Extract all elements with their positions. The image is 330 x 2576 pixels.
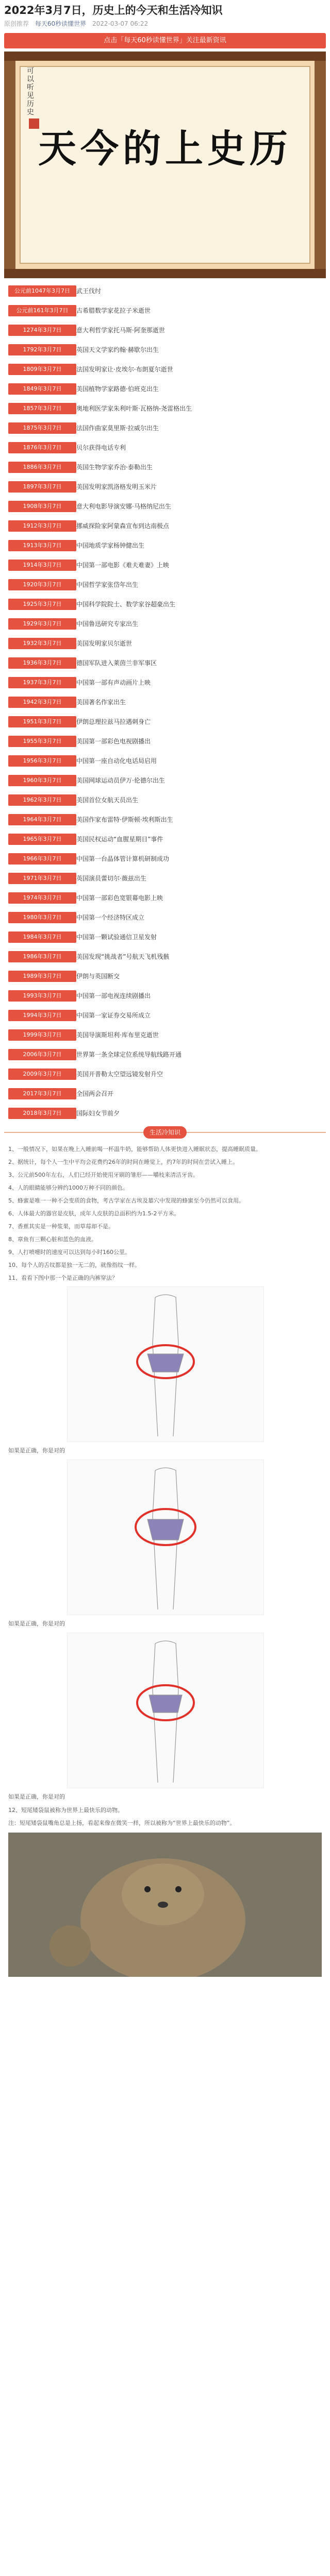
quokka-photo-drawing — [8, 1833, 322, 1977]
event-text: 美国导演斯坦利·库布里克逝世 — [76, 1031, 159, 1039]
knowledge-paragraph: 1、一般情况下，如果在晚上入睡前喝一杯温牛奶，能够帮助人体更快进入睡眠状态，提高睡眠质量。 — [8, 1146, 261, 1153]
event-text: 奥地利医学家朱利叶斯·瓦格纳-尧雷格出生 — [76, 405, 192, 412]
knowledge-paragraph: 4、人的眼睛能够分辨约1000万种不同的颜色。 — [8, 1184, 128, 1191]
event-row — [4, 673, 326, 692]
event-row — [4, 438, 326, 457]
follow-banner[interactable]: 点击「每天60秒读懂世界」关注最新资讯 — [4, 33, 326, 48]
figure-2-drawing — [68, 1460, 263, 1615]
knowledge-header — [4, 1125, 326, 1140]
event-date-tag: 1999年3月7日 — [8, 1029, 76, 1041]
knowledge-paragraph: 11、看看下图中那一个是正确的内裤穿法？ — [8, 1275, 118, 1281]
event-date-tag: 1937年3月7日 — [8, 677, 76, 688]
event-date-tag: 2006年3月7日 — [8, 1049, 76, 1060]
event-text: 美国发明家凯洛格发明玉米片 — [76, 483, 157, 490]
paragraph-12: 12、短尾矮袋鼠被称为世界上最快乐的动物。 — [8, 1807, 123, 1814]
event-date-tag: 1951年3月7日 — [8, 716, 76, 727]
event-text: 中国第一部有声动画片上映 — [76, 679, 151, 686]
scroll-left-column: 可以听见历史 — [27, 67, 34, 116]
event-text: 中国第一颗试验通信卫星发射 — [76, 934, 157, 941]
event-text: 中国第一家证券交易所成立 — [76, 1012, 151, 1019]
knowledge-paragraph: 6、人体最大的器官是皮肤，成年人皮肤的总面积约为1.5-2平方米。 — [8, 1210, 180, 1217]
publish-date: 2022-03-07 06:22 — [92, 20, 148, 27]
event-date-tag: 1956年3月7日 — [8, 755, 76, 767]
knowledge-paragraphs — [0, 1145, 330, 1282]
event-row — [4, 516, 326, 536]
event-date-tag: 1809年3月7日 — [8, 364, 76, 375]
event-text: 全国两会召开 — [76, 1090, 114, 1097]
event-row — [4, 653, 326, 673]
event-row — [4, 1025, 326, 1045]
event-row — [4, 575, 326, 595]
event-row — [4, 379, 326, 399]
event-row — [4, 1006, 326, 1025]
scroll-rod-top — [4, 52, 326, 61]
scroll-rod-bottom — [4, 269, 326, 278]
event-row — [4, 888, 326, 908]
event-text: 法国作曲家莫里斯·拉威尔出生 — [76, 425, 159, 432]
event-date-tag: 1971年3月7日 — [8, 873, 76, 884]
event-date-tag: 1993年3月7日 — [8, 990, 76, 1002]
event-text: 英国天文学家约翰·赫歇尔出生 — [76, 346, 159, 353]
event-text: 伊朗总理拉兹马拉遇刺身亡 — [76, 718, 151, 725]
event-row — [4, 732, 326, 751]
event-row — [4, 1064, 326, 1084]
event-row — [4, 360, 326, 379]
event-text: 世界第一条全球定位系统导航线路开通 — [76, 1051, 182, 1058]
event-date-tag: 1986年3月7日 — [8, 951, 76, 962]
event-date-tag: 1964年3月7日 — [8, 814, 76, 825]
event-date-tag: 1936年3月7日 — [8, 657, 76, 669]
event-date-tag: 1989年3月7日 — [8, 971, 76, 982]
event-date-tag: 1974年3月7日 — [8, 892, 76, 904]
event-date-tag: 1876年3月7日 — [8, 442, 76, 453]
article-meta — [0, 19, 330, 33]
event-text: 中国地质学家杨钟健出生 — [76, 542, 145, 549]
event-date-tag: 1965年3月7日 — [8, 834, 76, 845]
event-date-tag: 1984年3月7日 — [8, 931, 76, 943]
figure-1-drawing — [68, 1287, 263, 1442]
event-text: 武王伐纣 — [76, 287, 102, 295]
event-row — [4, 849, 326, 869]
event-date-tag: 1980年3月7日 — [8, 912, 76, 923]
event-date-tag: 1886年3月7日 — [8, 462, 76, 473]
event-text: 美国发明家贝尔逝世 — [76, 640, 133, 647]
event-row — [4, 595, 326, 614]
meta-label: 原创推荐 — [4, 20, 29, 27]
underwear-figure-3 — [67, 1633, 264, 1788]
event-row — [4, 497, 326, 516]
event-date-tag: 1913年3月7日 — [8, 540, 76, 551]
event-text: 德国军队进入莱茵兰非军事区 — [76, 659, 157, 667]
event-row — [4, 947, 326, 967]
event-row — [4, 418, 326, 438]
event-date-tag: 2018年3月7日 — [8, 1108, 76, 1119]
event-row — [4, 457, 326, 477]
event-date-tag: 2017年3月7日 — [8, 1088, 76, 1099]
event-row — [4, 967, 326, 986]
event-row — [4, 634, 326, 653]
knowledge-paragraph: 9、人打喷嚏时的速度可以达到每小时160公里。 — [8, 1249, 130, 1256]
event-date-tag: 1966年3月7日 — [8, 853, 76, 865]
underwear-figure-2 — [67, 1460, 264, 1615]
history-scroll-image — [4, 52, 326, 278]
event-date-tag: 1875年3月7日 — [8, 422, 76, 434]
event-row — [4, 340, 326, 360]
event-text: 中国第一座自动化电话局启用 — [76, 757, 157, 765]
event-row — [4, 477, 326, 497]
event-text: 中国鲁迅研究专家出生 — [76, 620, 139, 628]
event-text: 美国民权运动“血腥星期日”事件 — [76, 836, 163, 843]
knowledge-paragraph: 8、章鱼有三颗心脏和蓝色的血液。 — [8, 1236, 97, 1243]
event-text: 法国发明家让·皮埃尔·布朗夏尔逝世 — [76, 366, 173, 373]
event-date-tag: 1962年3月7日 — [8, 794, 76, 806]
event-row — [4, 986, 326, 1006]
event-row — [4, 692, 326, 712]
event-text: 美国作家布雷特·伊斯顿·埃利斯出生 — [76, 816, 173, 823]
event-text: 英国演员蕾切尔·薇兹出生 — [76, 875, 146, 882]
event-text: 中国第一部电影《难夫难妻》上映 — [76, 562, 170, 569]
event-date-tag: 1929年3月7日 — [8, 618, 76, 630]
event-date-tag: 1849年3月7日 — [8, 383, 76, 395]
event-text: 意大利电影导演安娜·马格纳尼出生 — [76, 503, 171, 510]
knowledge-paragraph: 3、公元前500年左右，人们已经开始使用牙刷的雏形——嚼枝来清洁牙齿。 — [8, 1172, 199, 1178]
event-text: 伊朗与英国断交 — [76, 973, 120, 980]
event-text: 中国哲学家张岱年出生 — [76, 581, 139, 588]
author-link[interactable]: 每天60秒读懂世界 — [35, 20, 87, 27]
event-date-tag: 1960年3月7日 — [8, 775, 76, 786]
event-date-tag: 公元前161年3月7日 — [8, 305, 76, 316]
event-date-tag: 1857年3月7日 — [8, 403, 76, 414]
event-row — [4, 1104, 326, 1123]
event-text: 中国第一部彩色宽银幕电影上映 — [76, 894, 163, 902]
event-text: 美国网球运动员伊万·伦德尔出生 — [76, 777, 165, 784]
event-date-tag: 1942年3月7日 — [8, 697, 76, 708]
event-date-tag: 1792年3月7日 — [8, 344, 76, 355]
events-list — [0, 278, 330, 1123]
event-date-tag: 1955年3月7日 — [8, 736, 76, 747]
knowledge-paragraph: 7、香蕉其实是一种浆果，而草莓却不是。 — [8, 1223, 114, 1230]
figure-2-caption: 如果是正确，你是对的 — [8, 1620, 65, 1627]
figure-3-caption: 如果是正确，你是对的 — [8, 1793, 65, 1800]
event-row — [4, 555, 326, 575]
paragraph-12-note: 注：短尾矮袋鼠嘴角总是上扬，看起来像在微笑一样，所以被称为“世界上最快乐的动物”。 — [8, 1820, 236, 1826]
event-text: 中国第一台晶体管计算机研制成功 — [76, 855, 170, 862]
event-date-tag: 公元前1047年3月7日 — [8, 285, 76, 297]
knowledge-paragraph: 10、每个人的舌纹都是独一无二的，就像指纹一样。 — [8, 1262, 140, 1268]
event-row — [4, 869, 326, 888]
event-text: 贝尔获得电话专利 — [76, 444, 126, 451]
article-title: 2022年3月7日，历史上的今天和生活冷知识 — [4, 4, 223, 16]
knowledge-label: 生活冷知识 — [143, 1126, 187, 1139]
event-text: 挪威探险家阿蒙森宣布到达南极点 — [76, 522, 170, 530]
event-row — [4, 829, 326, 849]
event-date-tag: 2009年3月7日 — [8, 1069, 76, 1080]
event-row — [4, 301, 326, 320]
scroll-big-text: 天今的上史历 — [38, 127, 292, 171]
figure-1-caption: 如果是正确，你是对的 — [8, 1447, 65, 1454]
event-text: 英国生物学家乔治·泰勒出生 — [76, 464, 153, 471]
event-date-tag: 1914年3月7日 — [8, 560, 76, 571]
event-text: 美国植物学家路德·伯班克出生 — [76, 385, 159, 393]
underwear-figure-1 — [67, 1286, 264, 1442]
event-date-tag: 1925年3月7日 — [8, 599, 76, 610]
event-text: 美国发现“挑战者”号航天飞机残骸 — [76, 953, 170, 960]
event-date-tag: 1994年3月7日 — [8, 1010, 76, 1021]
event-text: 中国科学院院士、数学家谷超豪出生 — [76, 601, 176, 608]
event-row — [4, 320, 326, 340]
event-text: 美国首位女航天员出生 — [76, 796, 139, 804]
event-row — [4, 1045, 326, 1064]
event-row — [4, 399, 326, 418]
event-text: 中国第一个经济特区成立 — [76, 914, 145, 921]
event-text: 国际妇女节前夕 — [76, 1110, 120, 1117]
event-text: 中国第一部电视连续剧播出 — [76, 992, 151, 999]
event-row — [4, 751, 326, 771]
event-row — [4, 790, 326, 810]
event-date-tag: 1920年3月7日 — [8, 579, 76, 590]
event-row — [4, 614, 326, 634]
quokka-photo — [8, 1833, 322, 1977]
event-row — [4, 712, 326, 732]
knowledge-paragraph: 2、据统计，每个人一生中平均会花费约26年的时间在睡觉上，约7年的时间在尝试入睡上。 — [8, 1159, 238, 1165]
event-row — [4, 810, 326, 829]
event-date-tag: 1932年3月7日 — [8, 638, 76, 649]
event-text: 美国第一部彩色电视剧播出 — [76, 738, 151, 745]
event-text: 美国著名作家出生 — [76, 699, 126, 706]
event-row — [4, 927, 326, 947]
event-date-tag: 1912年3月7日 — [8, 520, 76, 532]
knowledge-paragraph: 5、蜂蜜是唯一一种不会变质的食物，考古学家在古埃及墓穴中发现的蜂蜜至今仍然可以食用。 — [8, 1197, 244, 1204]
event-text: 古希腊数学家花拉子米逝世 — [76, 307, 151, 314]
event-row — [4, 281, 326, 301]
event-row — [4, 1084, 326, 1104]
figure-3-drawing — [68, 1633, 263, 1788]
event-row — [4, 908, 326, 927]
event-date-tag: 1274年3月7日 — [8, 325, 76, 336]
event-row — [4, 771, 326, 790]
event-date-tag: 1908年3月7日 — [8, 501, 76, 512]
event-date-tag: 1897年3月7日 — [8, 481, 76, 493]
event-text: 意大利哲学家托马斯·阿奎那逝世 — [76, 327, 165, 334]
event-row — [4, 536, 326, 555]
event-text: 美国开普勒太空望远镜发射升空 — [76, 1071, 163, 1078]
